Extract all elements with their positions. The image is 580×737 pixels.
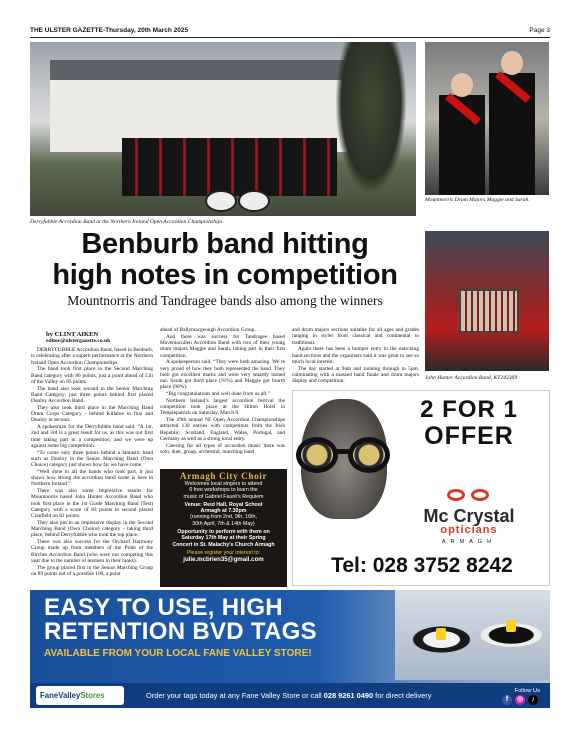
article-paragraph: “Well done to all the bands who took part, it just shows how strong the accordion band scene is here in Northern Ireland.”	[31, 468, 153, 488]
article-paragraph: Northern Ireland’s largest accordion festival the competition took place at the Hilton Hotel in Templepatrick on Saturday, March 8.	[160, 397, 285, 417]
article-paragraph: and drum majors sections suitable for all ages and grades ranging in styles from classical and continental to traditional.	[292, 327, 419, 346]
choir-ad-dates: (running from 2nd, 9th, 16th,	[190, 514, 257, 521]
glasses-logo-icon	[443, 487, 495, 503]
bvd-subheadline: AVAILABLE FROM YOUR LOCAL FANE VALLEY STORE!	[44, 648, 312, 659]
photo-band-members	[122, 138, 337, 196]
bvd-headline-line-1: EASY TO USE, HIGH	[44, 594, 283, 621]
logo-text: Stores	[80, 691, 105, 700]
optician-phone[interactable]: Tel: 028 3752 8242	[331, 554, 513, 577]
john-hunter-band-photo	[425, 231, 549, 371]
article-paragraph: A spokesperson said, “They were both amazing. We’re very proud of how they both represented the band. They both got excellent marks and were very smartly turned out. Sarah got third place (91%) and Maggie got fourth place (90%).	[160, 359, 285, 391]
page-number: Page 3	[529, 27, 550, 34]
headline-line-2: high notes in competition	[52, 259, 398, 291]
article-headline	[30, 229, 420, 291]
mccrystal-opticians-ad	[292, 390, 550, 586]
article-paragraph: The day started at 9am and running through to 5pm, culminating with a massed band finale and drum majors display and competition.	[292, 365, 419, 384]
photo-accordion	[459, 289, 519, 333]
facebook-icon[interactable]: f	[502, 695, 512, 705]
choir-ad-register: Please register your interest to:	[186, 549, 261, 556]
choir-ad-line: Welcomes local singers to attend	[184, 481, 263, 487]
article-column-3	[292, 327, 419, 385]
armagh-choir-ad	[160, 469, 287, 587]
article-paragraph: DERRYFUBBLE Accordion Band, based in Benburb, is celebrating after a superb performance at the Northern Ireland Open Accordion Championships.	[31, 347, 153, 366]
photo-tree	[336, 42, 406, 192]
article-paragraph: Catering for all types of accordion music there was solo, duet, group, orchestral, marching band	[160, 442, 285, 455]
masthead-date: THE ULSTER GAZETTE-Thursday, 20th March 2025	[30, 27, 189, 34]
article-subhead: Mountnorris and Tandragee bands also among the winners	[67, 293, 383, 308]
choir-ad-line: music of Gabriel Fauré's Requiem	[183, 493, 264, 500]
fane-valley-logo	[36, 686, 124, 705]
choir-ad-perform: Concert in St. Malachy's Church Armagh	[172, 541, 275, 548]
choir-ad-perform: Saturday 17th May at their Spring	[181, 535, 266, 542]
bvd-headline	[44, 596, 317, 644]
drum-majors-photo	[425, 42, 549, 195]
optician-brand: Mc Crystal	[423, 506, 515, 526]
byline-email: editor@ulstergazette.co.uk	[46, 338, 111, 344]
article-paragraph: They also took third place in the Marching Band Drum Corps Category - behind Killaloe in first and Dunloy in second.	[31, 404, 153, 424]
photo-bass-drum	[238, 190, 270, 212]
bvd-order-text	[146, 691, 431, 700]
offer-headline	[389, 397, 549, 449]
article-paragraph: They also put in an impressive display in the Second Marching Band (Own Choice) category - taking third place, behind Derryfubble who took the top place.	[31, 519, 153, 539]
article-paragraph: “Big congratulations and well done from us all.”	[166, 391, 270, 397]
article-column-1	[31, 347, 153, 578]
photo-drum-major	[489, 73, 535, 195]
ear-tag-icon	[436, 628, 446, 640]
offer-line-2: OFFER	[424, 422, 514, 450]
masthead	[30, 27, 550, 37]
choir-ad-dates: 30th April, 7th & 14th May)	[192, 520, 255, 527]
optician-brand-sub: opticians	[440, 524, 498, 536]
article-paragraph: The band also took second in the Senior Marching Band Category, just three points behind first placed Dunloy Accordion Band.	[31, 385, 153, 404]
article-paragraph: A spokesman for the Derryfubble band said, “A 1st, 2nd and 3rd is a great result for us, as this was our first time taking part in a competition, and we were up against some big competition.	[31, 424, 153, 449]
glasses-icon	[296, 437, 392, 473]
tiktok-icon[interactable]: ♪	[528, 695, 538, 705]
photo-drum-major	[439, 95, 485, 195]
article-paragraph: The band took first place in the Second Marching Band category with 86 points, just a point ahead of Lili of the Valley on 85 points.	[31, 366, 153, 385]
majors-photo-caption: Mountnorris Drum Majors Maggie and Sarah.	[425, 197, 530, 203]
ear-tag-icon	[506, 620, 516, 632]
order-text-tail: for direct delivery	[373, 691, 432, 700]
order-text: Order your tags today at any Fane Valley Store or call	[146, 691, 324, 700]
fane-valley-bvd-ad	[30, 590, 550, 708]
choir-ad-perform: Opportunity to perform with them on	[177, 529, 270, 536]
article-paragraph: The 29th annual NI Open Accordion Championships attracted 130 entries with competitors from the Irish Republic, Scotland, England, Wales, Portugal, and Germany as well as a strong local entry.	[160, 417, 285, 442]
optician-town: ARMAGH	[441, 539, 497, 545]
bvd-headline-line-2: RETENTION BVD TAGS	[44, 618, 317, 645]
choir-ad-venue: Venue: Reid Hall, Royal School	[184, 501, 263, 508]
headline-line-1: Benburb band hitting	[81, 228, 369, 260]
follow-us-label: Follow Us	[514, 688, 540, 694]
order-phone[interactable]: 028 9261 0490	[323, 691, 374, 700]
instagram-icon[interactable]: ◎	[516, 696, 524, 703]
choir-ad-line: 6 free workshops to learn the	[189, 487, 258, 494]
article-paragraph: “To come only three points behind a fantastic band such as Dunloy in the Senior Marching Band (Own Choice) category just shows how far we have come.	[31, 449, 153, 468]
article-paragraph: Again there has been a bumper entry in the marching band sections and the organisers said it was great to see so much local interest.	[292, 346, 419, 365]
choir-ad-time: Armagh at 7.30pm	[200, 508, 247, 515]
offer-line-1: 2 FOR 1	[420, 396, 518, 423]
choir-ad-email[interactable]: julie.mcbrien35@gmail.com	[183, 556, 264, 564]
byline-author: by CLINT AIKEN	[46, 331, 99, 338]
derryfubble-band-photo	[30, 42, 416, 216]
photo-bass-drum	[205, 190, 237, 212]
masthead-rule	[30, 37, 550, 38]
bvd-footer	[30, 683, 550, 708]
logo-text: FaneValley	[40, 691, 81, 700]
article-paragraph: There was also some impressive results for Mountnorris based John Hunter Accordion Band who took first place in the 1st Grade Marching Band (Test) Category with a score of 83 points to second placed Cranfield on 82 points.	[31, 488, 153, 519]
article-paragraph: ahead of Ballymacgeough Accordion Group.	[160, 327, 256, 333]
article-column-2	[160, 327, 285, 456]
article-paragraph: There was also success for the Orchard Harmony Group made up from members of the Pride of the Birches Accordion Band (who were not competing this year due to the number of learners in their ranks).	[31, 539, 153, 564]
hunter-photo-caption: John Hunter Accordion Band. KT242369	[425, 375, 518, 381]
article-paragraph: The group placed first in the Senior Marching Group on 89 points out of a possible 100, a point	[31, 564, 153, 577]
cows-photo	[395, 590, 550, 680]
article-paragraph: And there was success for Tandragee based Mavemacullen Accordion Band with two of their young drum majors Maggie and Sarah, taking part in their first competition.	[160, 333, 285, 359]
main-photo-caption: Derryfubble Accordion Band at the Northern Ireland Open Accordion Championships.	[30, 219, 224, 225]
byline	[46, 331, 161, 344]
choir-ad-title: Armagh City Choir	[179, 471, 268, 481]
